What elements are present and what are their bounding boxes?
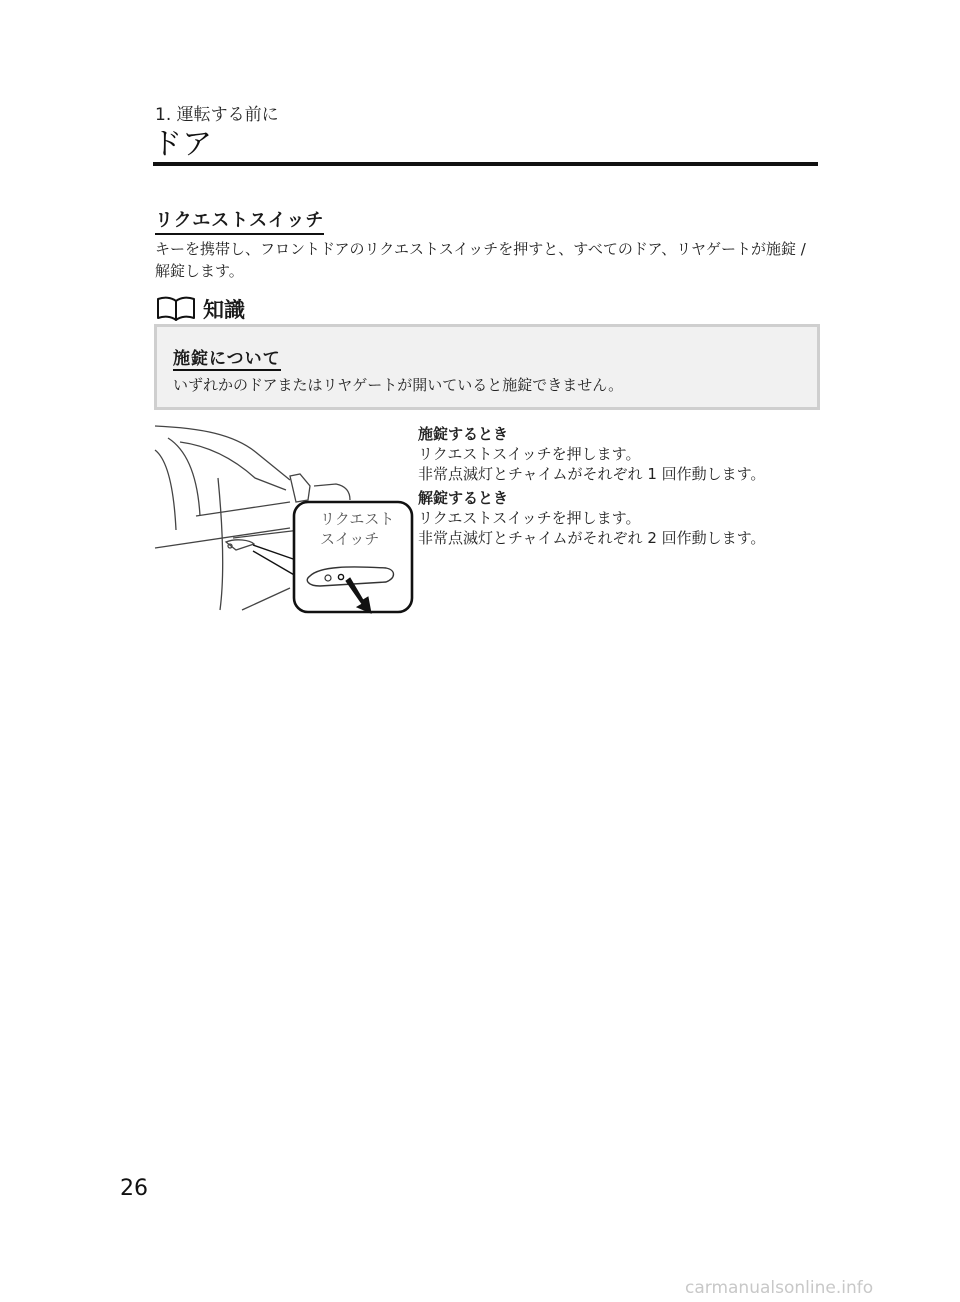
watermark: carmanualsonline.info [685,1278,874,1298]
callout-line-1: リクエスト [320,510,395,528]
section-body: キーを携帯し、フロントドアのリクエストスイッチを押すと、すべてのドア、リヤゲートが施錠 / 解錠します。 [155,240,806,280]
note-box [154,324,820,410]
unlock-heading: 解錠するとき [418,489,509,507]
lock-step-2: 非常点滅灯とチャイムがそれぞれ 1 回作動します。 [418,465,766,483]
knowledge-header [155,294,245,324]
note-heading: 施錠について [173,344,281,371]
book-icon [155,296,197,322]
lock-heading: 施錠するとき [418,425,509,443]
callout-line-2: スイッチ [320,530,380,548]
knowledge-label: 知識 [203,298,245,322]
page-number: 26 [120,1176,148,1201]
description-block [418,424,818,548]
lock-step-1: リクエストスイッチを押します。 [418,445,641,463]
section-heading: リクエストスイッチ [155,206,324,235]
note-body: いずれかのドアまたはリヤゲートが開いていると施錠できません。 [173,376,624,394]
unlock-step-1: リクエストスイッチを押します。 [418,509,641,527]
chapter-label: 1. 運転する前に [155,105,279,125]
door-illustration [150,420,420,620]
title-rule [153,162,818,166]
page-title: ドア [152,127,214,162]
unlock-step-2: 非常点滅灯とチャイムがそれぞれ 2 回作動します。 [418,529,766,547]
